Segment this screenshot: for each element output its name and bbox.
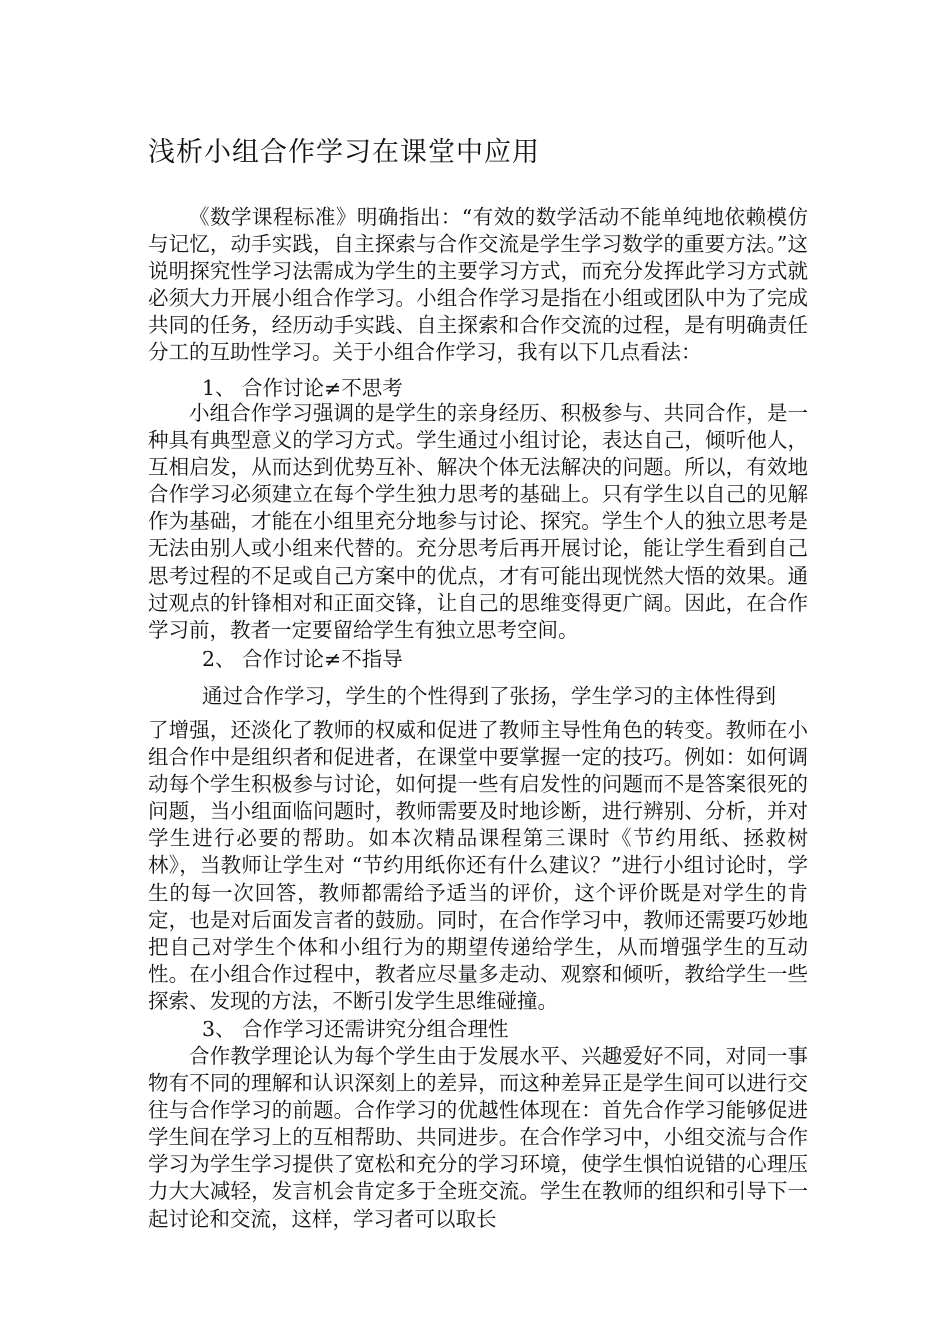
section-body-1: 小组合作学习强调的是学生的亲身经历、积极参与、共同合作，是一种具有典型意义的学习方式。学生通过小组讨论，表达自己，倾听他人，互相启发，从而达到优势互补、解决个体无法解决的问题。所以，有效地合作学习必须建立在每个学生独力思考的基础上。只有学生以自己的见解作为基础，才能在小组里充分地参与讨论、探究。学生个人的独立思考是无法由别人或小组来代替的。充分思考后再开展讨论，能让学生看到自己思考过程的不足或自己方案中的优点，才有可能出现恍然大悟的效果。通过观点的针锋相对和正面交锋，让自己的思维变得更广阔。因此，在合作学习前，教者一定要留给学生有独立思考空间。: [148, 401, 808, 642]
section-body-3: 合作教学理论认为每个学生由于发展水平、兴趣爱好不同，对同一事物有不同的理解和认识深刻上的差异，而这种差异正是学生间可以进行交往与合作学习的前题。合作学习的优越性体现在：首先合作学习能够促进学生间在学习上的互相帮助、共同进步。在合作学习中，小组交流与合作学习为学生学习提供了宽松和充分的学习环境，使学生惧怕说错的心理压力大大减轻，发言机会肯定多于全班交流。学生在教师的组织和引导下一起讨论和交流，这样，学习者可以取长: [148, 1044, 808, 1231]
section-body-2-first-line: 通过合作学习，学生的个性得到了张扬，学生学习的主体性得到: [202, 684, 776, 708]
section-heading-2: 2、 合作讨论≠不指导: [202, 647, 403, 671]
document-title: 浅析小组合作学习在课堂中应用: [148, 137, 540, 168]
intro-paragraph: 《数学课程标准》明确指出：“有效的数学活动不能单纯地依赖模仿与记忆，动手实践，自主探索与合作交流是学生学习数学的重要方法。”这说明探究性学习法需成为学生的主要学习方式，而充分发挥此学习方式就必须大力开展小组合作学习。小组合作学习是指在小组或团队中为了完成共同的任务，经历动手实践、自主探索和合作交流的过程，是有明确责任分工的互助性学习。关于小组合作学习，我有以下几点看法：: [148, 205, 808, 365]
section-heading-3: 3、 合作学习还需讲究分组合理性: [202, 1017, 509, 1041]
section-body-2: 了增强，还淡化了教师的权威和促进了教师主导性角色的转变。教师在小组合作中是组织者和促进者，在课堂中要掌握一定的技巧。例如：如何调动每个学生积极参与讨论，如何提一些有启发性的问题而不是答案很死的问题，当小组面临问题时，教师需要及时地诊断，进行辨别、分析，并对学生进行必要的帮助。如本次精品课程第三课时《节约用纸、拯救树林》，当教师让学生对 “节约用纸你还有什么建议？”进行小组讨论时，学生的每一次回答，教师都需给予适当的评价，这个评价既是对学生的肯定，也是对后面发言者的鼓励。同时，在合作学习中，教师还需要巧妙地把自己对学生个体和小组行为的期望传递给学生，从而增强学生的互动性。在小组合作过程中，教者应尽量多走动、观察和倾听，教给学生一些探索、发现的方法，不断引发学生思维碰撞。: [148, 718, 808, 1013]
section-heading-1: 1、 合作讨论≠不思考: [202, 376, 403, 400]
